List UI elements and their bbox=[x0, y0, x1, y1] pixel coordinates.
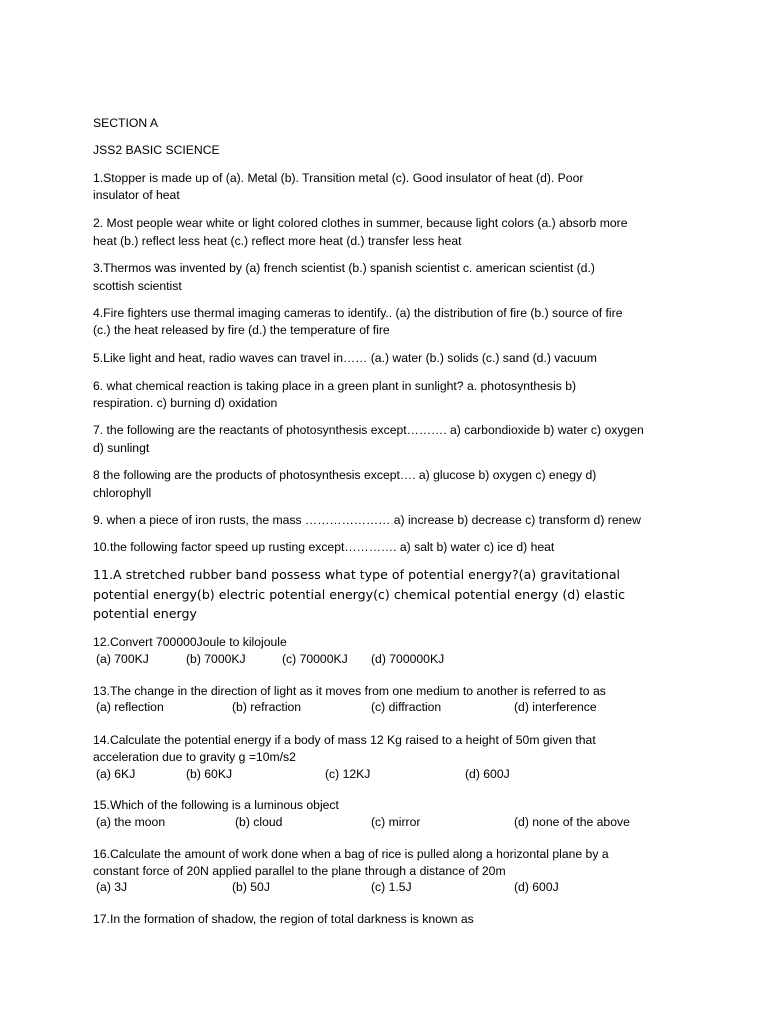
option-a: (a) 6KJ bbox=[96, 767, 136, 781]
question-text: 7. the following are the reactants of photosynthesis except………. a) carbondioxide b) water c) oxygen bbox=[93, 423, 644, 437]
question-text: 13.The change in the direction of light as it moves from one medium to another is referred to as bbox=[93, 684, 606, 698]
question-text: 6. what chemical reaction is taking place in a green plant in sunlight? a. photosynthesis b) bbox=[93, 379, 577, 393]
question-text: 16.Calculate the amount of work done when a bag of rice is pulled along a horizontal plane by a bbox=[93, 847, 609, 861]
question-text: 10.the following factor speed up rusting except…………. a) salt b) water c) ice d) heat bbox=[93, 540, 555, 554]
option-c: (c) diffraction bbox=[371, 700, 442, 714]
question-text: 12.Convert 700000Joule to kilojoule bbox=[93, 635, 287, 649]
question-text: 5.Like light and heat, radio waves can travel in…… (a.) water (b.) solids (c.) sand (d.) vacuum bbox=[93, 351, 597, 365]
question-text: scottish scientist bbox=[93, 279, 182, 293]
option-a: (a) 3J bbox=[96, 880, 128, 894]
option-d: (d) interference bbox=[514, 700, 597, 714]
option-a: (a) the moon bbox=[96, 815, 166, 829]
question-text: 15.Which of the following is a luminous object bbox=[93, 798, 339, 812]
option-c: (c) mirror bbox=[371, 815, 421, 829]
option-b: (b) refraction bbox=[232, 700, 302, 714]
option-c: (c) 1.5J bbox=[371, 880, 412, 894]
option-a: (a) reflection bbox=[96, 700, 164, 714]
question-text: 3.Thermos was invented by (a) french scientist (b.) spanish scientist c. american scientist (d.) bbox=[93, 261, 595, 275]
option-b: (b) 60KJ bbox=[186, 767, 233, 781]
option-a: (a) 700KJ bbox=[96, 652, 149, 666]
question-text: 4.Fire fighters use thermal imaging cameras to identify.. (a) the distribution of fire (b.) source of fire bbox=[93, 306, 623, 320]
question-text: (c.) the heat released by fire (d.) the temperature of fire bbox=[93, 323, 390, 337]
question-text: chlorophyll bbox=[93, 486, 152, 500]
option-d: (d) 700000KJ bbox=[371, 652, 445, 666]
question-text: respiration. c) burning d) oxidation bbox=[93, 396, 278, 410]
question-text: 2. Most people wear white or light colored clothes in summer, because light colors (a.) absorb more bbox=[93, 216, 628, 230]
question-text: 17.In the formation of shadow, the region of total darkness is known as bbox=[93, 912, 474, 926]
question-text: 14.Calculate the potential energy if a body of mass 12 Kg raised to a height of 50m given that bbox=[93, 733, 596, 747]
option-b: (b) 7000KJ bbox=[186, 652, 246, 666]
question-text: d) sunlingt bbox=[93, 441, 150, 455]
question-text: 8 the following are the products of photosynthesis except…. a) glucose b) oxygen c) enegy d) bbox=[93, 468, 597, 482]
option-d: (d) 600J bbox=[514, 880, 559, 894]
option-d: (d) 600J bbox=[465, 767, 510, 781]
question-text: constant force of 20N applied parallel to the plane through a distance of 20m bbox=[93, 864, 506, 878]
question-text: 9. when a piece of iron rusts, the mass ………………… a) increase b) decrease c) transform d) renew bbox=[93, 513, 641, 527]
subject-heading: JSS2 BASIC SCIENCE bbox=[93, 143, 220, 157]
question-text: insulator of heat bbox=[93, 188, 180, 202]
question-text: heat (b.) reflect less heat (c.) reflect more heat (d.) transfer less heat bbox=[93, 234, 462, 248]
option-b: (b) 50J bbox=[232, 880, 270, 894]
question-text: acceleration due to gravity g =10m/s2 bbox=[93, 750, 296, 764]
option-d: (d) none of the above bbox=[514, 815, 630, 829]
section-heading: SECTION A bbox=[93, 116, 159, 130]
question-text: 1.Stopper is made up of (a). Metal (b). Transition metal (c). Good insulator of heat (d). Poor bbox=[93, 171, 584, 185]
question-text: 11.A stretched rubber band possess what type of potential energy?(a) gravitational bbox=[93, 567, 621, 582]
option-c: (c) 12KJ bbox=[325, 767, 371, 781]
option-b: (b) cloud bbox=[235, 815, 283, 829]
question-text: potential energy(b) electric potential energy(c) chemical potential energy (d) elastic bbox=[93, 587, 626, 602]
option-c: (c) 70000KJ bbox=[282, 652, 348, 666]
question-text: potential energy bbox=[93, 606, 197, 621]
